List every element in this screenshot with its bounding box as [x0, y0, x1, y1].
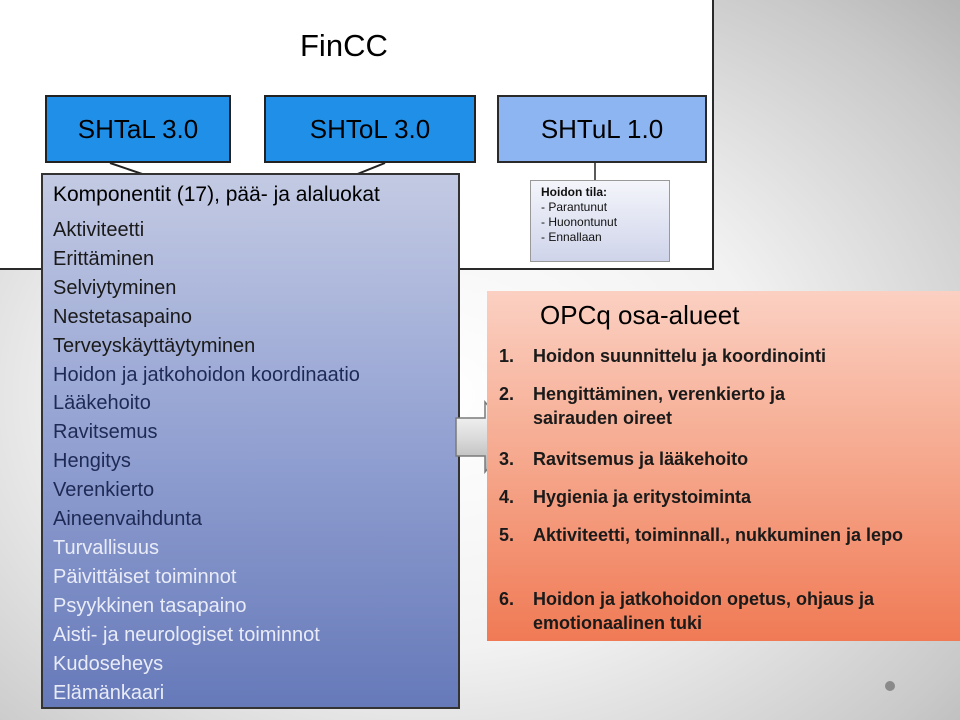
status-item: - Huonontunut	[541, 215, 618, 229]
shtol-box: SHToL 3.0	[264, 95, 476, 163]
opcq-item-number: 4.	[499, 487, 515, 507]
opcq-item	[499, 587, 933, 635]
component-item: Verenkierto	[53, 479, 155, 502]
component-item: Aisti- ja neurologiset toiminnot	[53, 623, 320, 646]
component-item: Psyykkinen tasapaino	[53, 594, 247, 617]
component-item: Nestetasapaino	[53, 305, 192, 328]
fincc-title: FinCC	[300, 28, 388, 63]
opcq-item	[499, 523, 933, 547]
opcq-item-text: Ravitsemus ja lääkehoito	[533, 449, 749, 469]
opcq-item	[499, 447, 933, 471]
opcq-item-text: Aktiviteetti, toiminnall., nukkuminen ja lepo	[533, 525, 904, 545]
opcq-title: OPCq osa-alueet	[540, 300, 740, 330]
component-item: Kudoseheys	[53, 652, 164, 675]
component-item: Päivittäiset toiminnot	[53, 565, 237, 588]
opcq-item	[499, 344, 933, 368]
opcq-item-text: Hoidon ja jatkohoidon opetus, ohjaus ja emotionaalinen tuki	[533, 589, 875, 633]
component-item: Ravitsemus	[53, 421, 158, 444]
opcq-item	[499, 382, 843, 430]
status-item: - Ennallaan	[541, 230, 602, 244]
opcq-item-number: 2.	[499, 384, 515, 404]
status-item: - Parantunut	[541, 200, 608, 214]
component-item: Lääkehoito	[53, 392, 151, 415]
status-box	[530, 180, 670, 262]
component-item: Turvallisuus	[53, 536, 159, 559]
components-heading: Komponentit (17), pää- ja alaluokat	[53, 183, 380, 206]
component-item: Hoidon ja jatkohoidon koordinaatio	[53, 363, 360, 386]
component-item: Selviytyminen	[53, 276, 177, 299]
component-item: Erittäminen	[53, 247, 155, 270]
opcq-item-number: 5.	[499, 525, 515, 545]
shtul-box: SHTuL 1.0	[497, 95, 707, 163]
decorative-dot	[885, 681, 895, 691]
opcq-item-text: Hygienia ja eritystoiminta	[533, 487, 752, 507]
opcq-item-text: Hengittäminen, verenkierto ja sairauden oireet	[533, 384, 786, 428]
component-item: Aktiviteetti	[53, 219, 145, 241]
shtal-box: SHTaL 3.0	[45, 95, 231, 163]
opcq-item-number: 3.	[499, 449, 515, 469]
opcq-item	[499, 485, 933, 509]
component-item: Elämänkaari	[53, 681, 165, 704]
opcq-item-text: Hoidon suunnittelu ja koordinointi	[533, 346, 826, 366]
opcq-item-number: 1.	[499, 346, 515, 366]
component-item: Aineenvaihdunta	[53, 508, 203, 531]
component-item: Terveyskäyttäytyminen	[53, 334, 256, 357]
components-list	[53, 216, 360, 707]
opcq-item-number: 6.	[499, 589, 515, 609]
status-title: Hoidon tila:	[541, 185, 607, 199]
component-item: Hengitys	[53, 450, 131, 473]
